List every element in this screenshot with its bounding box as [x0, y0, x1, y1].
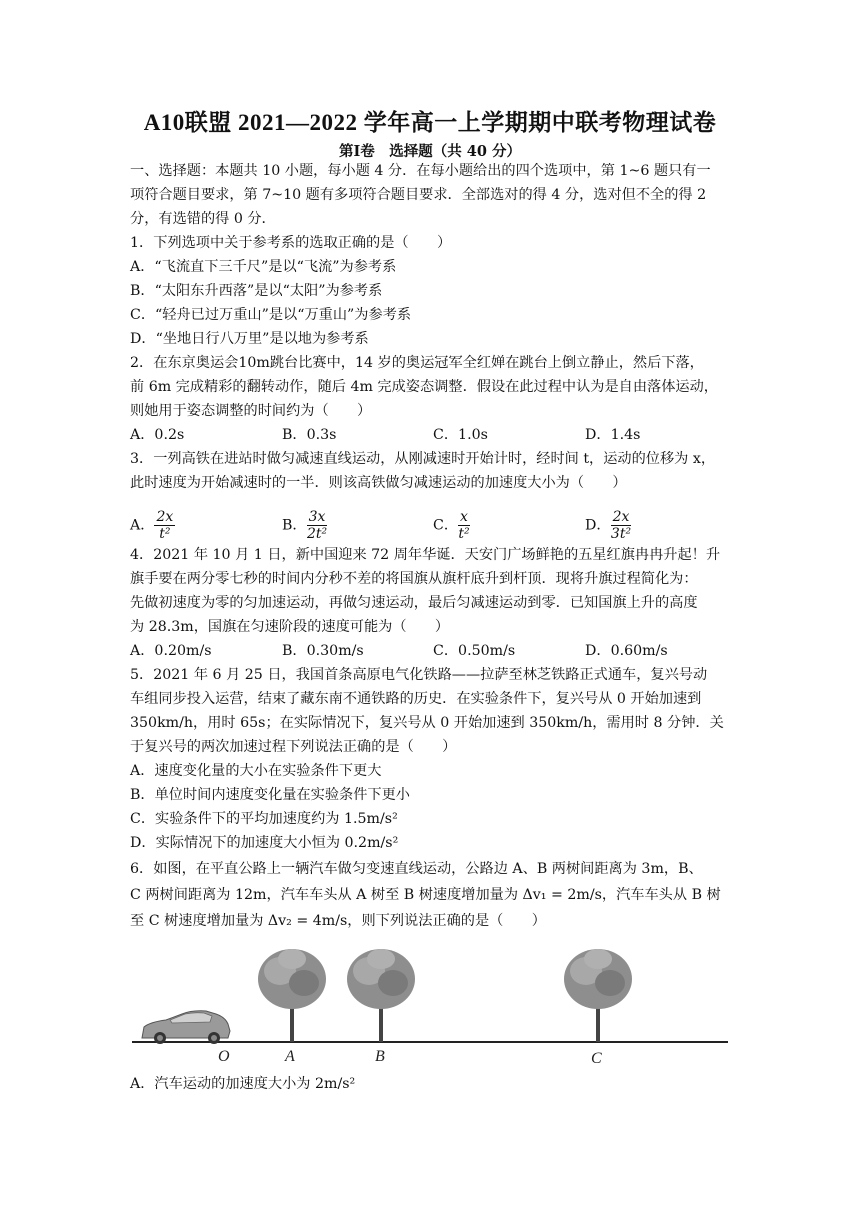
question-1-option-c: C．“轻舟已过万重山”是以“万重山”为参考系	[130, 307, 412, 323]
road-figure-svg	[130, 945, 730, 1070]
tree-b-icon	[347, 949, 415, 1042]
road-figure	[130, 945, 730, 1070]
label-b: B	[375, 1048, 385, 1065]
question-2-stem-line-1: 2．在东京奥运会10m跳台比赛中，14 岁的奥运冠军全红婵在跳台上倒立静止，然后下落，	[130, 355, 704, 371]
question-3-option-d	[585, 509, 631, 542]
denominator: 2t²	[306, 526, 328, 542]
question-1-option-a: A．“飞流直下三千尺”是以“飞流”为参考系	[130, 259, 397, 275]
question-4-stem-line-4: 为 28.3m，国旗在匀速阶段的速度可能为（ ）	[130, 619, 450, 635]
question-4-stem-line-1: 4．2021 年 10 月 1 日，新中国迎来 72 周年华诞．天安门广场鲜艳的五星红旗冉冉升起！升	[130, 547, 721, 563]
tree-a-icon	[258, 949, 326, 1042]
question-6-option-a: A．汽车运动的加速度大小为 2m/s²	[130, 1076, 356, 1092]
question-2-stem-line-3: 则她用于姿态调整的时间约为（ ）	[130, 403, 372, 419]
question-5-option-c: C．实验条件下的平均加速度约为 1.5m/s²	[130, 811, 398, 827]
section-subtitle: 第Ⅰ卷 选择题（共 40 分）	[338, 143, 522, 160]
instructions-line-1: 一、选择题：本题共 10 小题，每小题 4 分．在每小题给出的四个选项中，第 1~6 题只有一	[130, 163, 711, 179]
question-3-option-a	[130, 509, 175, 542]
car-icon	[142, 1011, 230, 1044]
numerator: 3x	[308, 509, 326, 525]
question-1-stem: 1．下列选项中关于参考系的选取正确的是（ ）	[130, 235, 452, 251]
numerator: x	[460, 509, 468, 525]
question-2-option-c: C．1.0s	[433, 427, 488, 443]
question-2-option-a: A．0.2s	[130, 427, 185, 443]
question-2-option-b: B．0.3s	[282, 427, 337, 443]
question-4-option-d: D．0.60m/s	[585, 643, 668, 659]
fraction	[154, 509, 175, 542]
question-5-stem-line-4: 于复兴号的两次加速过程下列说法正确的是（ ）	[130, 739, 457, 755]
exam-title: A10联盟 2021—2022 学年高一上学期期中联考物理试卷	[143, 110, 717, 135]
question-4-stem-line-3: 先做初速度为零的匀加速运动，再做匀速运动，最后匀减速运动到零．已知国旗上升的高度	[130, 595, 698, 611]
fraction	[307, 509, 328, 542]
question-2-stem-line-2: 前 6m 完成精彩的翻转动作，随后 4m 完成姿态调整．假设在此过程中认为是自由落体运动，	[130, 379, 718, 395]
question-3-option-b	[282, 509, 327, 542]
question-5-option-a: A．速度变化量的大小在实验条件下更大	[130, 763, 382, 779]
option-c-label: C．	[433, 517, 459, 534]
question-6-stem-line-3: 至 C 树速度增加量为 Δv₂ = 4m/s，则下列说法正确的是（ ）	[130, 913, 546, 929]
tree-c-icon	[564, 949, 632, 1042]
question-4-option-b: B．0.30m/s	[282, 643, 364, 659]
question-3-stem-line-2: 此时速度为开始减速时的一半．则该高铁做匀减速运动的加速度大小为（ ）	[130, 475, 627, 491]
question-6-stem-line-1: 6．如图，在平直公路上一辆汽车做匀变速直线运动，公路边 A、B 两树间距离为 3m，B、	[130, 861, 703, 877]
question-4-option-c: C．0.50m/s	[433, 643, 516, 659]
question-1-option-b: B．“太阳东升西落”是以“太阳”为参考系	[130, 283, 383, 299]
question-5-option-d: D．实际情况下的加速度大小恒为 0.2m/s²	[130, 835, 399, 851]
question-2-option-d: D．1.4s	[585, 427, 641, 443]
question-3-options	[130, 497, 730, 541]
question-6-stem-line-2: C 两树间距离为 12m，汽车车头从 A 树至 B 树速度增加量为 Δv₁ = 2m/s，汽车车头从 B 树	[130, 887, 721, 903]
label-c: C	[591, 1050, 602, 1067]
numerator: 2x	[612, 509, 630, 525]
question-5-stem-line-1: 5．2021 年 6 月 25 日，我国首条高原电气化铁路——拉萨至林芝铁路正式通车，复兴号动	[130, 667, 708, 683]
option-a-label: A．	[130, 517, 155, 534]
question-5-stem-line-3: 350km/h，用时 65s；在实际情况下，复兴号从 0 开始加速到 350km/h，需用时 8 分钟．关	[130, 715, 724, 731]
numerator: 2x	[156, 509, 174, 525]
option-d-label: D．	[585, 517, 611, 534]
instructions-line-2: 项符合题目要求，第 7~10 题有多项符合题目要求．全部选对的得 4 分，选对但不全的得 2	[130, 187, 707, 203]
question-4-stem-line-2: 旗手要在两分零七秒的时间内分秒不差的将国旗从旗杆底升到杆顶．现将升旗过程简化为：	[130, 571, 698, 587]
question-3-stem-line-1: 3．一列高铁在进站时做匀减速直线运动，从刚减速时开始计时，经时间 t，运动的位移为 x，	[130, 451, 716, 467]
question-1-option-d: D．“坐地日行八万里”是以地为参考系	[130, 331, 369, 347]
denominator: 3t²	[610, 526, 632, 542]
question-5-option-b: B．单位时间内速度变化量在实验条件下更小	[130, 787, 410, 803]
question-3-option-c	[433, 509, 470, 542]
fraction	[611, 509, 632, 542]
fraction	[458, 509, 470, 542]
option-b-label: B．	[282, 517, 307, 534]
denominator: t²	[159, 526, 171, 542]
denominator: t²	[458, 526, 470, 542]
label-a: A	[285, 1048, 295, 1065]
question-4-option-a: A．0.20m/s	[130, 643, 212, 659]
label-o: O	[218, 1048, 230, 1065]
instructions-line-3: 分，有选错的得 0 分．	[130, 211, 276, 227]
question-5-stem-line-2: 车组同步投入运营，结束了藏东南不通铁路的历史．在实验条件下，复兴号从 0 开始加速到	[130, 691, 702, 707]
